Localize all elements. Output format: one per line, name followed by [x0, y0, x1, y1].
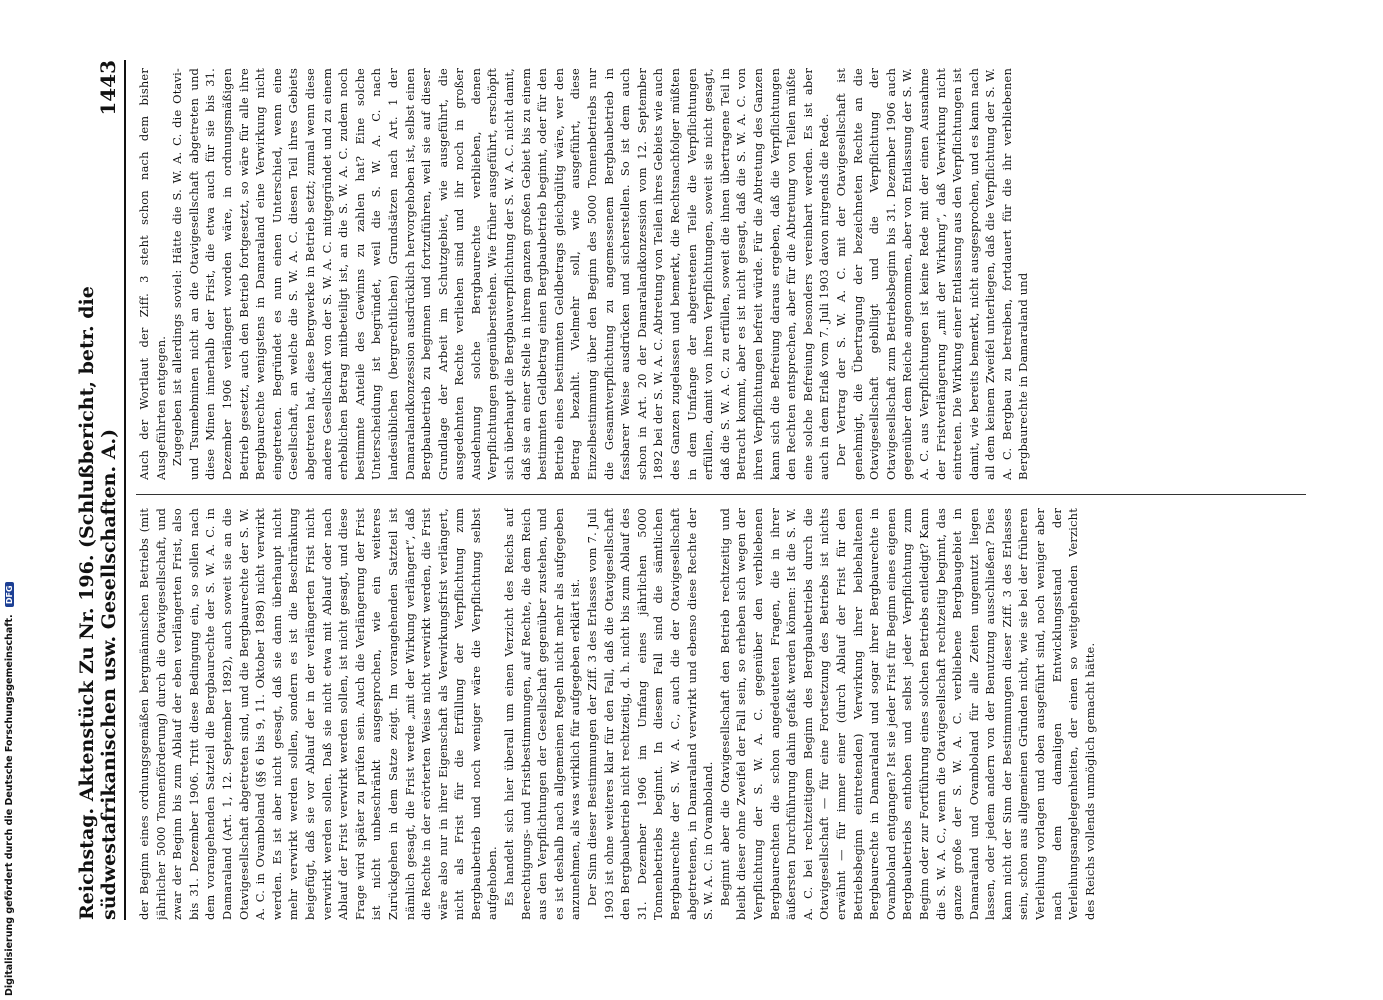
paragraph: Zugegeben ist allerdings soviel: Hätte die S. W. A. C. die Otavi- und Tsumebminen nicht an die Otavigesellschaft abgetreten und diese Minen innerhalb der Frist, die etwa auch für sie bis 31. Dezember 1906 verlängert worden wäre, in ordnungsmäßigen Betrieb gesetzt, auch den Betrieb fortgesetzt, so wäre für alle ihre Bergbaurechte wenigstens in Damaraland eine Verwirkung nicht eingetreten. Begründet es nun einen Unterschied, wenn eine Gesellschaft, an welche die S. W. A. C. diesen Teil ihres Gebiets abgetreten hat, diese Bergwerke in Betrieb setzt; zumal wenn diese andere Gesellschaft von der S. W. A. C. mitgegründet und zu einem erheblichen Betrag mitbeteiligt ist, an die S. W. A. C. zudem noch bestimmte Anteile des Gewinns zu zahlen hat? Eine solche Unterscheidung ist begründet, weil die S. W. A. C. nach landesüblichen (bergrechtlichen) Grundsätzen nach Art. 1 der Damaralandkonzession ausdrücklich hervorgehoben ist, selbst einen Bergbaubetrieb zu beginnen und fortzuführen, weil sie auf dieser Grundlage der Arbeit im Schutzgebiet, wie ausgeführt, die ausgedehnten Rechte verliehen sind und ihr noch in großer Ausdehnung solche Bergbaurechte verblieben, denen Verpflichtungen gegenüberstehen. Wie früher ausgeführt, erschöpft sich überhaupt die Bergbauverpflichtung der S. W. A. C. nicht damit, daß sie an einer Stelle in ihrem ganzen großen Gebiet bis zu einem bestimmten Geldbetrag einen Bergbaubetrieb beginnt, oder für den Betrieb eines bestimmten Geldbetrags gleichgültig wäre, wer den Betrag bezahlt. Vielmehr soll, wie ausgeführt, diese Einzelbestimmung über den Beginn des 5000 Tonnenbetriebs nur die Gesamtverpflichtung zu angemessenem Bergbaubetrieb in fassbarer Weise ausdrücken und sicherstellen. So ist dem auch schon in Art. 20 der Damaralandkonzession vom 12. September 1892 bei der S. W. A. C. Abtretung von Teilen ihres Gebiets wie auch des Ganzen zugelassen und bemerkt, die Rechtsnachfolger müßten in dem Umfange der abgetretenen Teile die Verpflichtungen erfüllen, damit von ihren Verpflichtungen, soweit sie nicht gesagt, daß die S. W. A. C. zu erfüllen, soweit die ihnen übertragene Teil in Betracht kommt, aber es ist nicht gesagt, daß die S. W. A. C. von ihren Verpflichtungen befreit würde. Für die Abtretung des Ganzen kann sich die Befreiung daraus ergeben, daß die Verpflichtungen den Rechten entsprechen, aber für die Abtretung von Teilen müßte eine solche Befreiung besonders vereinbart werden. Es ist aber auch in dem Erlaß vom 7. Juli 1903 davon nirgends die Rede. — [170, 68, 832, 480]
page-header — [76, 60, 126, 920]
paragraph: Der Sinn dieser Bestimmungen der Ziff. 3 des Erlasses vom 7. Juli 1903 ist ohne weiteres klar für den Fall, daß die Otavigesellschaft den Bergbaubetrieb nicht rechtzeitig, d. h. nicht bis zum Ablauf des 31. Dezember 1906 im Umfang eines jährlichen 5000 Tonnenbetriebs beginnt. In diesem Fall sind die sämtlichen Bergbaurechte der S. W. A. C., auch die der Otavigesellschaft abgetretenen, in Damaraland verwirkt und ebenso diese Rechte der S. W. A. C. in Ovamboland. — [585, 508, 716, 920]
left-column — [136, 508, 1306, 920]
paragraph: Auch der Wortlaut der Ziff. 3 steht schon nach dem bisher Ausgeführten entgegen. — [137, 68, 168, 480]
document-page — [76, 60, 1320, 920]
column-divider — [136, 494, 1306, 495]
paragraph: Der Vertrag der S. W. A. C. mit der Otavigesellschaft ist genehmigt, die Übertragung der bezeichneten Rechte an die Otavigesellschaft gebilligt und die Verpflichtung der Otavigesellschaft zum Betriebsbeginn bis 31. Dezember 1906 auch gegenüber dem Reiche angenommen, aber von Entlassung der S. W. A. C. aus Verpflichtungen ist keine Rede mit der einen Ausnahme der Fristverlängerung „mit der Wirkung“, daß Verwirkung nicht eintreten. Die Wirkung einer Entlassung aus den Verpflichtungen ist damit, wie bereits bemerkt, nicht ausgesprochen, und es kann nach all dem keinem Zweifel unterliegen, daß die Verpflichtung der S. W. A. C. Bergbau zu betreiben, fortdauert für die ihr verbliebenen Bergbaurechte in Damaraland und — [833, 68, 1031, 480]
paragraph: der Beginn eines ordnungsgemäßen bergmännischen Betriebs (mit jährlicher 5000 Tonnenförderung) durch die Otavigesellschaft, und zwar der Beginn bis zum Ablauf der eben verlängerten Frist, also bis 31. Dezember 1906. Tritt diese Bedingung ein, so sollen nach dem vorangehenden Satzteil die Bergbaurechte der S. W. A. C. in Damaraland (Art. 1, 12. September 1892), auch soweit sie an die Otavigesellschaft abgetreten sind, und die Bergbaurechte der S. W. A. C. in Ovamboland (§§ 6 bis 9, 11. Oktober 1898) nicht verwirkt werden. Es ist aber nicht gesagt, daß sie dann überhaupt nicht mehr verwirkt werden sollen, sondern es ist die Beschränkung beigefügt, daß sie vor Ablauf der in der verlängerten Frist nicht verwirkt werden sollen. Daß sie nicht etwa mit Ablauf oder nach Ablauf der Frist verwirkt werden sollen, ist nicht gesagt, und diese Frage wird später zu prüfen sein. Auch die Verlängerung der Frist ist nicht unbeschränkt ausgesprochen, wie ein weiteres Zurückgehen in dem Satze zeigt. Im vorangehenden Satzteil ist nämlich gesagt, die Frist werde „mit der Wirkung verlängert“, daß die Rechte in der erörterten Weise nicht verwirkt werden, die Frist wäre also nur in ihrer Eigenschaft als Verwirkungsfrist verlängert, nicht als Frist für die Erfüllung der Verpflichtung zum Bergbaubetrieb und noch weniger wäre die Verpflichtung selbst aufgehoben. — [137, 508, 500, 920]
digitization-credit — [4, 582, 15, 996]
credit-text: Digitalisierung gefördert durch die Deutsche Forschungsgemeinschaft. — [4, 614, 15, 996]
page-number: 1443 — [96, 60, 120, 116]
dfg-logo: DFG — [5, 582, 14, 607]
paragraph: Es handelt sich hier überall um einen Verzicht des Reichs auf Berechtigungs- und Fristbestimmungen, auf Rechte, die dem Reich aus den Verpflichtungen der Gesellschaft gegenüber zustehen, und es ist deshalb nach allgemeinen Regeln nicht mehr als aufgegeben anzunehmen, als was wirklich für aufgegeben erklärt ist. — [502, 508, 583, 920]
right-column — [136, 68, 1306, 480]
paragraph: Beginnt aber die Otavigesellschaft den Betrieb rechtzeitig und bleibt dieser ohne Zweifel der Fall sein, so erheben sich wegen der Verpflichtung der S. W. A. C. gegenüber den verbliebenen Bergbaurechten die schon angedeuteten Fragen, die in ihrer äußersten Durchführung dahin gefaßt werden können: Ist die S. W. A. C. bei rechtzeitigem Beginn des Bergbaubetriebs durch die Otavigesellschaft — für eine Fortsetzung des Betriebs ist nichts erwähnt — für immer einer (durch Ablauf der Frist für den Betriebsbeginn eintretenden) Verwirkung ihrer beibehaltenen Bergbaurechte in Damaraland und sogar ihrer Bergbaurechte in Ovamboland entgangen? Ist sie jeder Frist für Beginn eines eigenen Bergbaubetriebs enthoben und selbst jeder Verpflichtung zum Beginn oder zur Fortführung eines solchen Betriebs entledigt? Kann die S. W. A. C., wenn die Otavigesellschaft rechtzeitig beginnt, das ganze große der S. W. A. C. verbliebene Bergbaugebiet in Damaraland und Ovamboland für alle Zeiten ungenutzt liegen lassen, oder jedem andern von der Benutzung ausschließen? Dies kann nicht der Sinn der Bestimmungen dieser Ziff. 3 des Erlasses sein, schon aus allgemeinen Gründen nicht, wie sie bei der früheren Verleihung vorlagen und oben ausgeführt sind, noch weniger aber nach dem damaligen Entwicklungsstand der Verleihungsangelegenheiten, der einen so weitgehenden Verzicht des Reichs vollends unmöglich gemacht hätte. — [717, 508, 1097, 920]
page-title: Reichstag. Aktenstück Zu Nr. 196. (Schlußbericht, betr. die südwestafrikanischen usw. Gesellschaften. A.) — [76, 286, 120, 920]
